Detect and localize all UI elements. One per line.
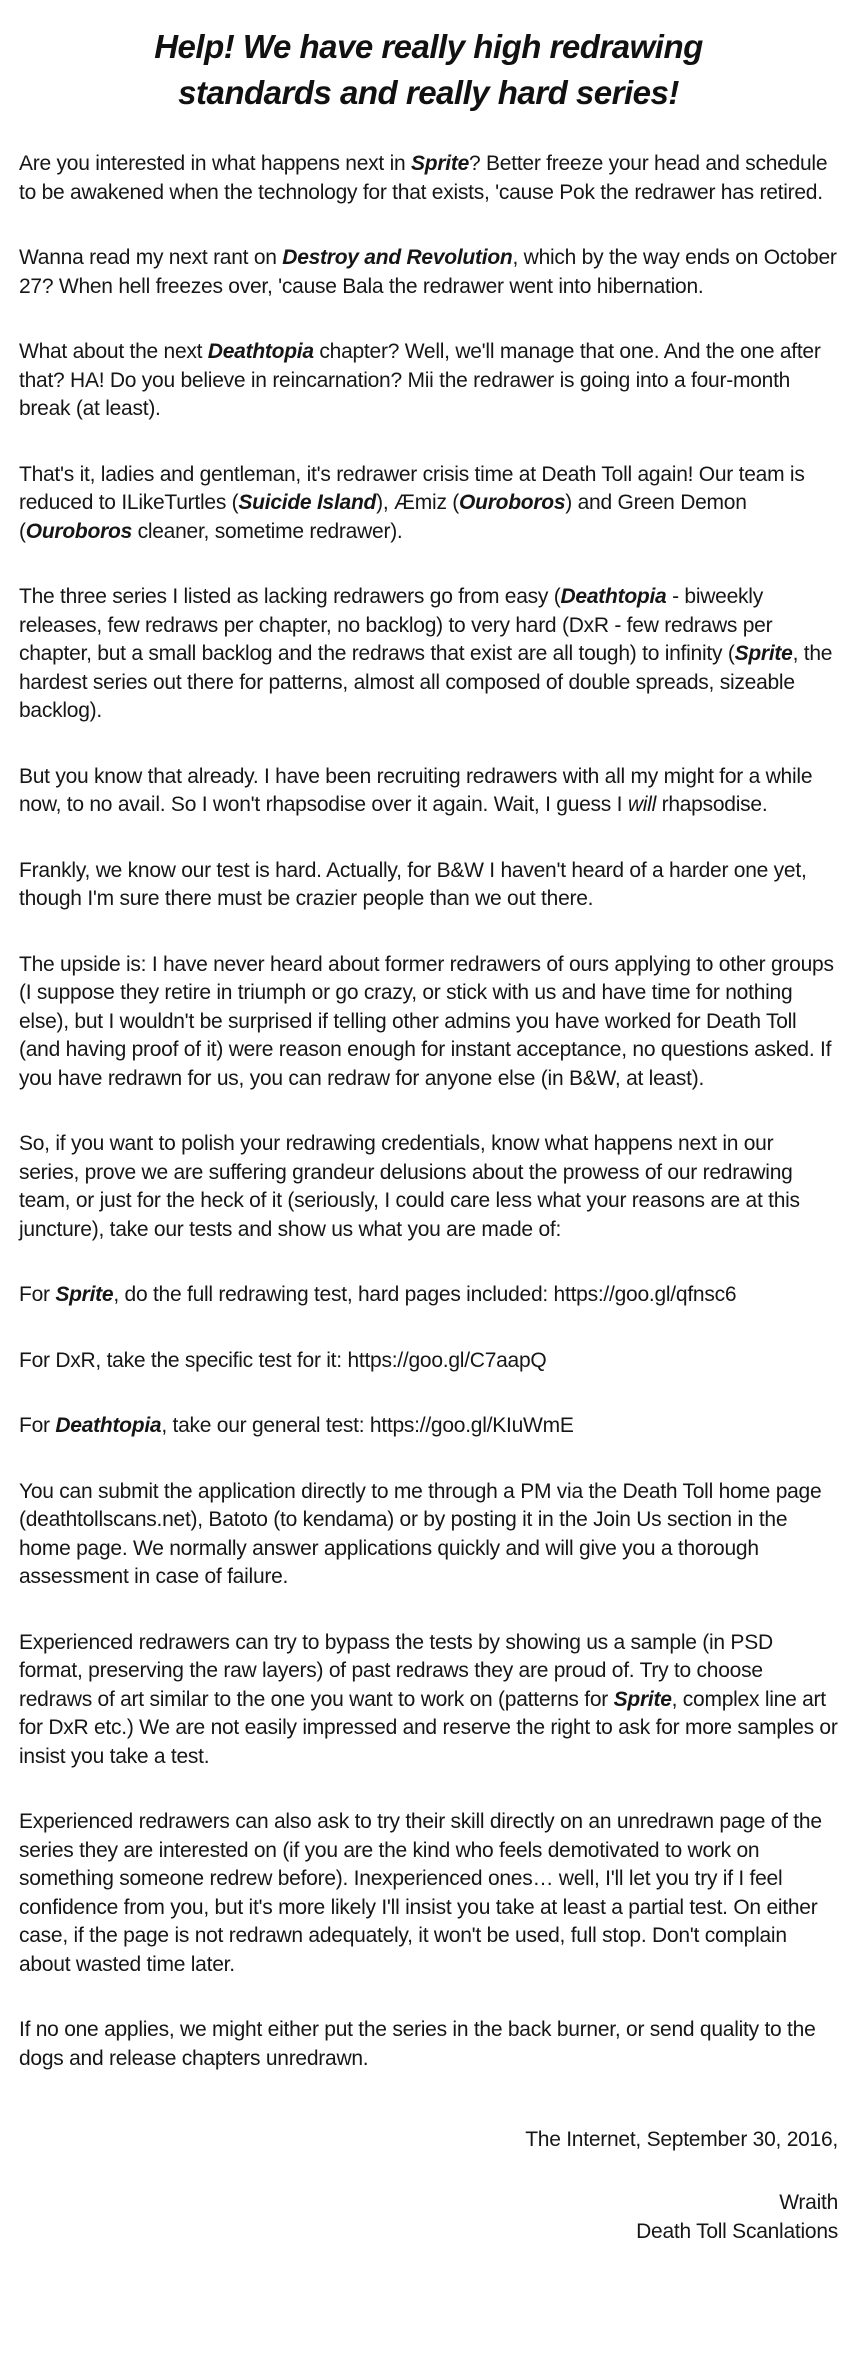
signoff <box>19 2125 838 2246</box>
signoff-dateline: The Internet, September 30, 2016, <box>525 2128 838 2151</box>
letter-body <box>19 150 838 2073</box>
paragraph: If no one applies, we might either put the series in the back burner, or send quality to the dogs and release chapters unredrawn. <box>19 2018 816 2070</box>
series-title: Suicide Island <box>238 491 377 514</box>
paragraph: Frankly, we know our test is hard. Actually, for B&W I haven't heard of a harder one yet, though I'm sure there must be crazier people than we out there. <box>19 858 807 910</box>
signoff-author: Wraith <box>779 2191 838 2214</box>
paragraph: Wanna read my next rant on Destroy and Revolution, which by the way ends on October 27? When hell freezes over, 'cause Bala the redrawer went into hibernation. <box>19 246 837 298</box>
emphasis: will <box>627 793 656 816</box>
paragraph: Are you interested in what happens next in Sprite? Better freeze your head and schedule to be awakened when the technology for that exists, 'cause Pok the redrawer has retired. <box>19 152 828 204</box>
paragraph: But you know that already. I have been recruiting redrawers with all my might for a while now, to no avail. So I won't rhapsodise over it again. Wait, I guess I will rhapsodise. <box>19 764 813 816</box>
page-title <box>19 24 838 116</box>
series-title: Ouroboros <box>459 491 566 514</box>
page-title-line-2: standards and really hard series! <box>178 74 679 111</box>
paragraph: For Deathtopia, take our general test: https://goo.gl/KIuWmE <box>19 1414 574 1437</box>
paragraph: Experienced redrawers can try to bypass the tests by showing us a sample (in PSD format, preserving the raw layers) of past redraws they are proud of. Try to choose redraws of art similar to the one you want to work on (patterns for Sprite, complex line art for DxR etc.) We are not easily impressed and reserve the right to ask for more samples or insist you take a test. <box>19 1630 838 1768</box>
page-title-line-1: Help! We have really high redrawing <box>154 28 703 65</box>
series-title: Sprite <box>734 642 793 665</box>
series-title: Sprite <box>613 1687 672 1711</box>
paragraph: Experienced redrawers can also ask to try their skill directly on an unredrawn page of the series they are interested on (if you are the kind who feels demotivated to work on something someone redrew before). Inexperienced ones… well, I'll let you try if I feel confidence from you, but it's more likely I'll insist you take at least a partial test. On either case, if the page is not redrawn adequately, it won't be used, full stop. Don't complain about wasted time later. <box>19 1810 822 1976</box>
series-title: Sprite <box>411 152 470 175</box>
series-title: Deathtopia <box>55 1414 162 1437</box>
paragraph: What about the next Deathtopia chapter? Well, we'll manage that one. And the one after that? HA! Do you believe in reincarnation? Mii the redrawer is going into a four-month break (at least). <box>19 340 821 420</box>
series-title: Destroy and Revolution <box>282 246 513 269</box>
series-title: Deathtopia <box>207 340 314 363</box>
series-title: Sprite <box>55 1283 114 1306</box>
signoff-group: Death Toll Scanlations <box>636 2220 838 2243</box>
paragraph: The three series I listed as lacking redrawers go from easy (Deathtopia - biweekly releases, few redraws per chapter, no backlog) to very hard (DxR - few redraws per chapter, but a small backlog and the redraws that exist are all tough) to infinity (Sprite, the hardest series out there for patterns, almost all composed of double spreads, sizeable backlog). <box>19 585 833 722</box>
paragraph: The upside is: I have never heard about former redrawers of ours applying to other groups (I suppose they retire in triumph or go crazy, or stick with us and have time for nothing else), but I wouldn't be surprised if telling other admins you have worked for Death Toll (and having proof of it) were reason enough for instant acceptance, no questions asked. If you have redrawn for us, you can redraw for anyone else (in B&W, at least). <box>19 952 834 1090</box>
paragraph: You can submit the application directly to me through a PM via the Death Toll home page (deathtollscans.net), Batoto (to kendama) or by posting it in the Join Us section in the home page. We normally answer applications quickly and will give you a thorough assessment in case of failure. <box>19 1479 822 1588</box>
paragraph: That's it, ladies and gentleman, it's redrawer crisis time at Death Toll again! Our team is reduced to ILikeTurtles (Suicide Island), Æmiz (Ouroboros) and Green Demon (Ouroboros cleaner, sometime redrawer). <box>19 462 805 543</box>
series-title: Deathtopia <box>560 585 667 608</box>
paragraph: For DxR, take the specific test for it: https://goo.gl/C7aapQ <box>19 1348 547 1372</box>
series-title: Ouroboros <box>25 519 132 543</box>
paragraph: So, if you want to polish your redrawing credentials, know what happens next in our series, prove we are suffering grandeur delusions about the prowess of our redrawing team, or just for the heck of it (seriously, I could care less what your reasons are at this juncture), take our tests and show us what you are made of: <box>19 1132 800 1241</box>
paragraph: For Sprite, do the full redrawing test, hard pages included: https://goo.gl/qfnsc6 <box>19 1283 737 1306</box>
